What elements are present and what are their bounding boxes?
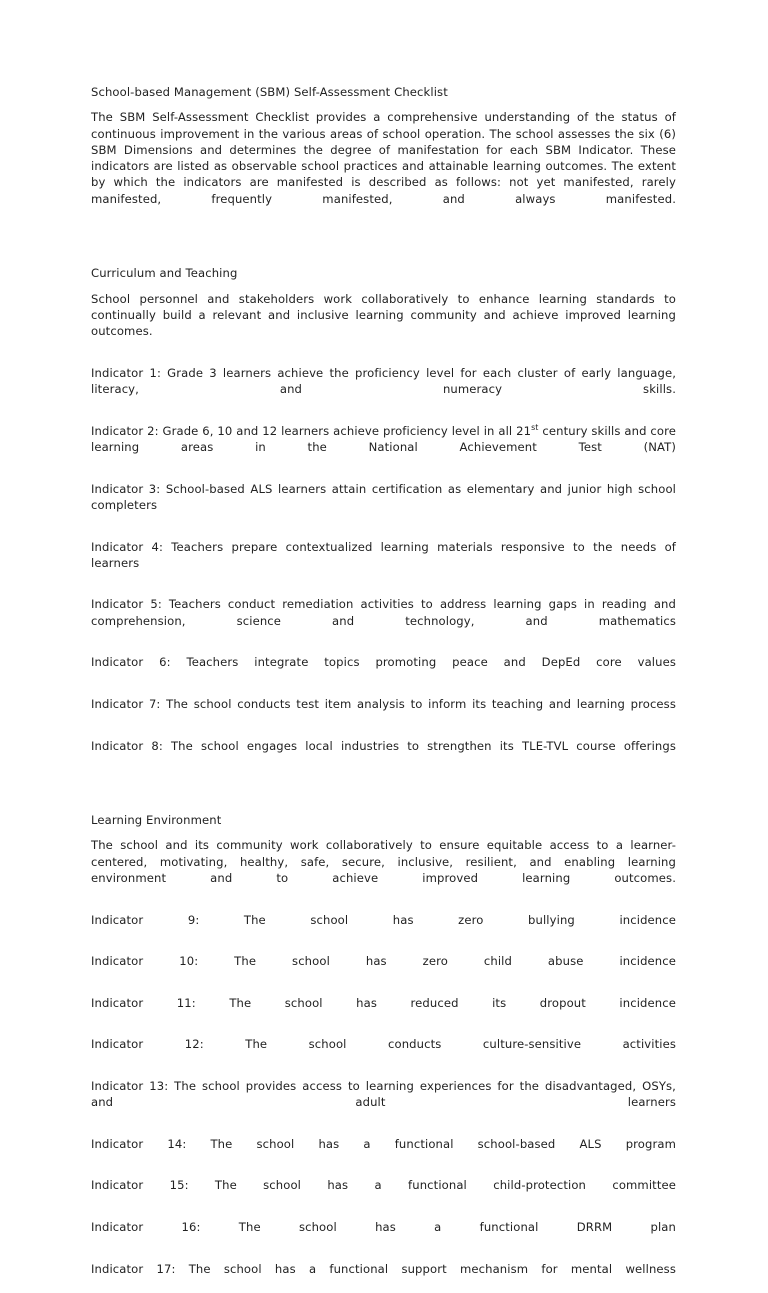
indicator-2-lead: Indicator 2: Grade 6, 10 and 12 learners achieve proficiency level in all 21 — [91, 423, 532, 438]
indicator-4: Indicator 4: Teachers prepare contextualized learning materials responsive to the needs of learners — [91, 539, 676, 570]
indicator-13: Indicator 13: The school provides access to learning experiences for the disadvantaged, OSYs, and adult learners — [91, 1078, 676, 1110]
indicator-2-tail: century skills and core learning areas in the National Achievement Test (NAT) — [91, 423, 676, 455]
indicator-17: Indicator 17: The school has a functional support mechanism for mental wellness — [91, 1261, 676, 1276]
indicator-16: Indicator 16: The school has a functional DRRM plan — [91, 1220, 676, 1235]
indicator-5: Indicator 5: Teachers conduct remediation activities to address learning gaps in reading and comprehension, science and technology, and mathematics — [91, 597, 676, 628]
indicator-3: Indicator 3: School-based ALS learners attain certification as elementary and junior high school completers — [91, 481, 676, 512]
section-description-learning-environment: The school and its community work collaboratively to ensure equitable access to a learner-centered, motivating, healthy, safe, secure, inclusive, resilient, and enabling learning environment and to achieve improved learning outcomes. — [91, 838, 676, 885]
section-heading-learning-environment: Learning Environment — [91, 813, 222, 828]
indicator-1: Indicator 1: Grade 3 learners achieve the proficiency level for each cluster of early language, literacy, and numeracy skills. — [91, 365, 676, 397]
document-body — [91, 84, 676, 1293]
indicator-10: Indicator 10: The school has zero child abuse incidence — [91, 954, 676, 969]
indicator-11: Indicator 11: The school has reduced its dropout incidence — [91, 995, 676, 1010]
indicator-8: Indicator 8: The school engages local industries to strengthen its TLE-TVL course offerings — [91, 738, 676, 753]
section-heading-curriculum-and-teaching: Curriculum and Teaching — [91, 266, 238, 281]
indicator-2-superscript: st — [531, 422, 539, 432]
intro-paragraph: The SBM Self-Assessment Checklist provides a comprehensive understanding of the status of continuous improvement in the various areas of school operation. The school assesses the six (6) SBM Dimensions and determines the degree of manifestation for each SBM Indicator. These indicators are listed as observable school practices and attainable learning outcomes. The extent by which the indicators are manifested is described as follows: not yet manifested, rarely manifested, frequently manifested, and always manifested. — [91, 110, 676, 206]
indicator-6: Indicator 6: Teachers integrate topics promoting peace and DepEd core values — [91, 655, 676, 670]
indicator-7: Indicator 7: The school conducts test item analysis to inform its teaching and learning process — [91, 696, 676, 711]
indicator-2 — [91, 423, 676, 472]
section-description-curriculum-and-teaching: School personnel and stakeholders work collaboratively to enhance learning standards to continually build a relevant and inclusive learning community and achieve improved learning outcomes. — [91, 291, 676, 339]
indicator-14: Indicator 14: The school has a functional school-based ALS program — [91, 1136, 676, 1151]
indicator-9: Indicator 9: The school has zero bullying incidence — [91, 912, 676, 927]
indicator-15: Indicator 15: The school has a functional child-protection committee — [91, 1178, 676, 1193]
indicator-12: Indicator 12: The school conducts culture-sensitive activities — [91, 1037, 676, 1052]
document-title: School-based Management (SBM) Self-Assessment Checklist — [91, 85, 448, 99]
